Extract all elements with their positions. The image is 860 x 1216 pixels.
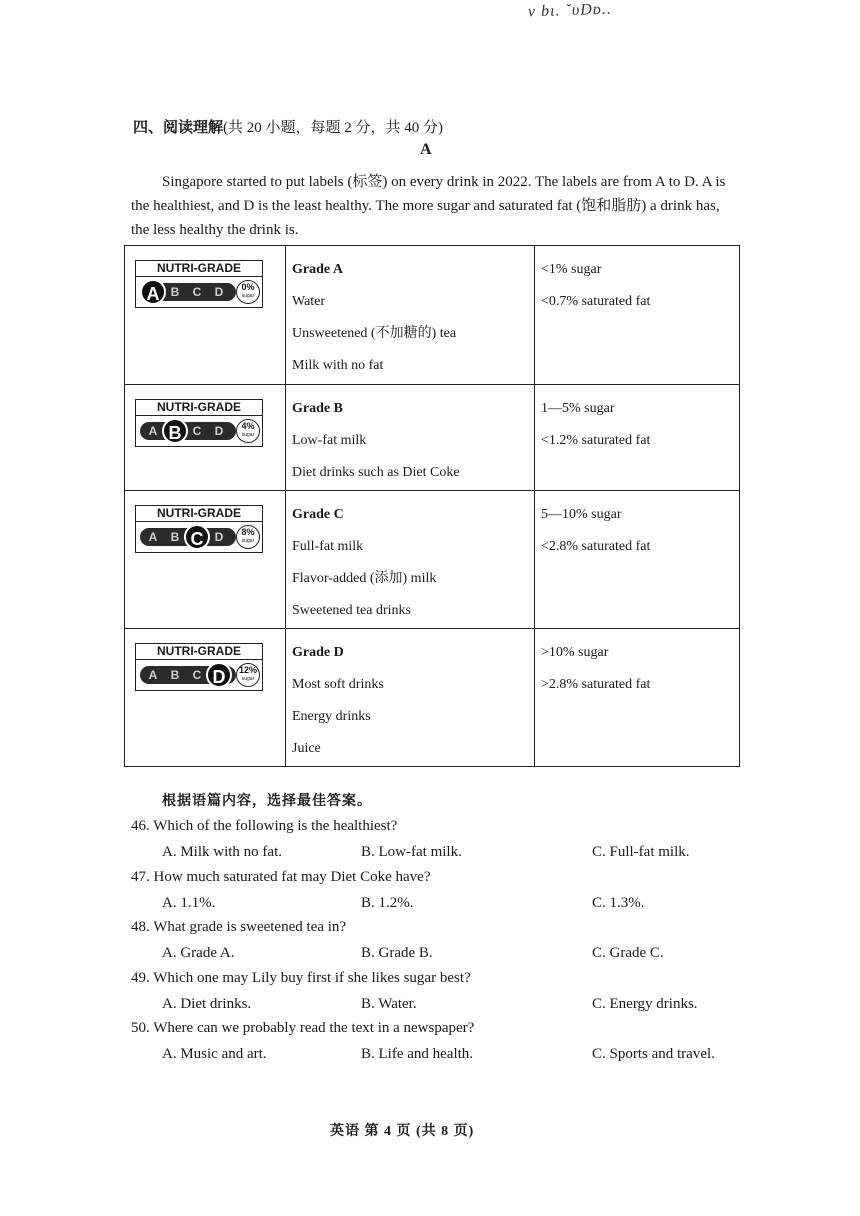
grade-limits-cell [535,385,740,491]
badge-letter: A [148,530,158,544]
section-title [133,116,443,137]
limit-item: >2.8% saturated fat [541,677,651,692]
badge-percent-value: 8% [241,527,255,537]
limit-item: 1—5% sugar [541,401,615,416]
badge-letter: D [214,424,224,438]
drink-item: Energy drinks [292,709,371,724]
badge-sugar-percent [236,525,260,549]
grade-drinks-cell [286,629,535,767]
badge-cell [125,385,286,491]
limit-item: <2.8% saturated fat [541,539,651,554]
grade-drinks-cell [286,385,535,491]
drink-item: Flavor-added (添加) milk [292,571,437,586]
grade-limits-cell [535,491,740,629]
badge-sugar-percent [236,663,260,687]
nutri-grade-table [124,245,740,767]
grade-limits-cell [535,246,740,385]
drink-item: Milk with no fat [292,358,384,373]
passage-paragraph: Singapore started to put labels (标签) on every drink in 2022. The labels are from A to D. A is the healthiest, and D is the least healthy. The more sugar and saturated fat (饱和脂肪) a drink has, the less healthy the drink is. [131,174,726,238]
badge-cell [125,246,286,385]
answer-option: A. Milk with no fat. [162,844,282,860]
handwritten-scribble: ν bɩ. ˇυDᴅ.. [527,0,613,21]
grade-name: Grade C [292,507,344,522]
answer-option: C. Full-fat milk. [592,844,690,860]
answer-option: C. Sports and travel. [592,1046,715,1062]
drink-item: Juice [292,741,321,756]
instruction: 根据语篇内容，选择最佳答案。 [162,794,372,809]
answer-option: B. Water. [361,996,417,1012]
badge-letter: D [214,530,224,544]
nutri-grade-badge [135,643,263,691]
drink-item: Water [292,294,326,309]
grade-name: Grade A [292,262,343,277]
badge-title: NUTRI-GRADE [136,506,262,522]
answer-option: B. 1.2%. [361,895,414,911]
drink-item: Most soft drinks [292,677,384,692]
badge-title: NUTRI-GRADE [136,400,262,416]
grade-row [125,491,740,629]
section-title-main: 四、阅读理解 [133,120,224,136]
nutri-grade-badge [135,505,263,553]
grade-name: Grade B [292,401,343,416]
nutri-grade-badge [135,399,263,447]
limit-item: <1.2% saturated fat [541,433,651,448]
nutri-grade-badge [135,260,263,308]
grade-row [125,385,740,491]
question-stem: 46. Which of the following is the healthiest? [131,818,398,834]
question-stem: 49. Which one may Lily buy first if she likes sugar best? [131,970,471,986]
limit-item: <1% sugar [541,262,602,277]
limit-item: >10% sugar [541,645,609,660]
badge-percent-unit: sugar [241,538,255,544]
badge-letter: B [170,285,180,299]
badge-percent-value: 12% [238,665,257,675]
question-stem: 47. How much saturated fat may Diet Coke have? [131,869,431,885]
section-title-subtitle: (共 20 小题，每题 2 分，共 40 分) [223,120,444,136]
badge-letter: B [170,530,180,544]
badge-percent-value: 0% [241,282,255,292]
badge-percent-unit: sugar [241,676,255,682]
badge-letter: A [148,424,158,438]
answer-option: A. Grade A. [162,945,235,961]
drink-item: Full-fat milk [292,539,364,554]
badge-title: NUTRI-GRADE [136,644,262,660]
badge-letter: C [192,285,202,299]
grade-row [125,629,740,767]
limit-item: <0.7% saturated fat [541,294,651,309]
badge-sugar-percent [236,419,260,443]
badge-letter: C [192,668,202,682]
passage-letter: A [420,141,432,158]
badge-percent-unit: sugar [241,432,255,438]
grade-drinks-cell [286,491,535,629]
badge-letter-active: A [140,279,166,305]
drink-item: Diet drinks such as Diet Coke [292,465,460,480]
answer-option: B. Low-fat milk. [361,844,462,860]
grade-name: Grade D [292,645,344,660]
passage-text [131,170,731,242]
answer-option: C. 1.3%. [592,895,645,911]
badge-percent-value: 4% [241,421,255,431]
grade-limits-cell [535,629,740,767]
badge-percent-unit: sugar [241,293,255,299]
grade-drinks-cell [286,246,535,385]
badge-letter-active: C [184,524,210,550]
answer-option: A. Diet drinks. [162,996,252,1012]
drink-item: Sweetened tea drinks [292,603,411,618]
badge-cell [125,491,286,629]
drink-item: Unsweetened (不加糖的) tea [292,326,457,341]
badge-letter-active: D [206,662,232,688]
answer-option: B. Life and health. [361,1046,474,1062]
answer-option: B. Grade B. [361,945,433,961]
limit-item: 5—10% sugar [541,507,622,522]
grade-row [125,246,740,385]
badge-letter: C [192,424,202,438]
badge-letter-active: B [162,418,188,444]
question-stem: 50. Where can we probably read the text in a newspaper? [131,1020,475,1036]
badge-letter: A [148,668,158,682]
badge-sugar-percent [236,280,260,304]
answer-option: C. Energy drinks. [592,996,698,1012]
answer-option: A. Music and art. [162,1046,267,1062]
badge-letter: D [214,285,224,299]
badge-title: NUTRI-GRADE [136,261,262,277]
question-stem: 48. What grade is sweetened tea in? [131,919,347,935]
page-footer: 英语 第 4 页 (共 8 页) [330,1124,475,1139]
answer-option: A. 1.1%. [162,895,216,911]
drink-item: Low-fat milk [292,433,367,448]
badge-letter: B [170,668,180,682]
answer-option: C. Grade C. [592,945,664,961]
badge-cell [125,629,286,767]
